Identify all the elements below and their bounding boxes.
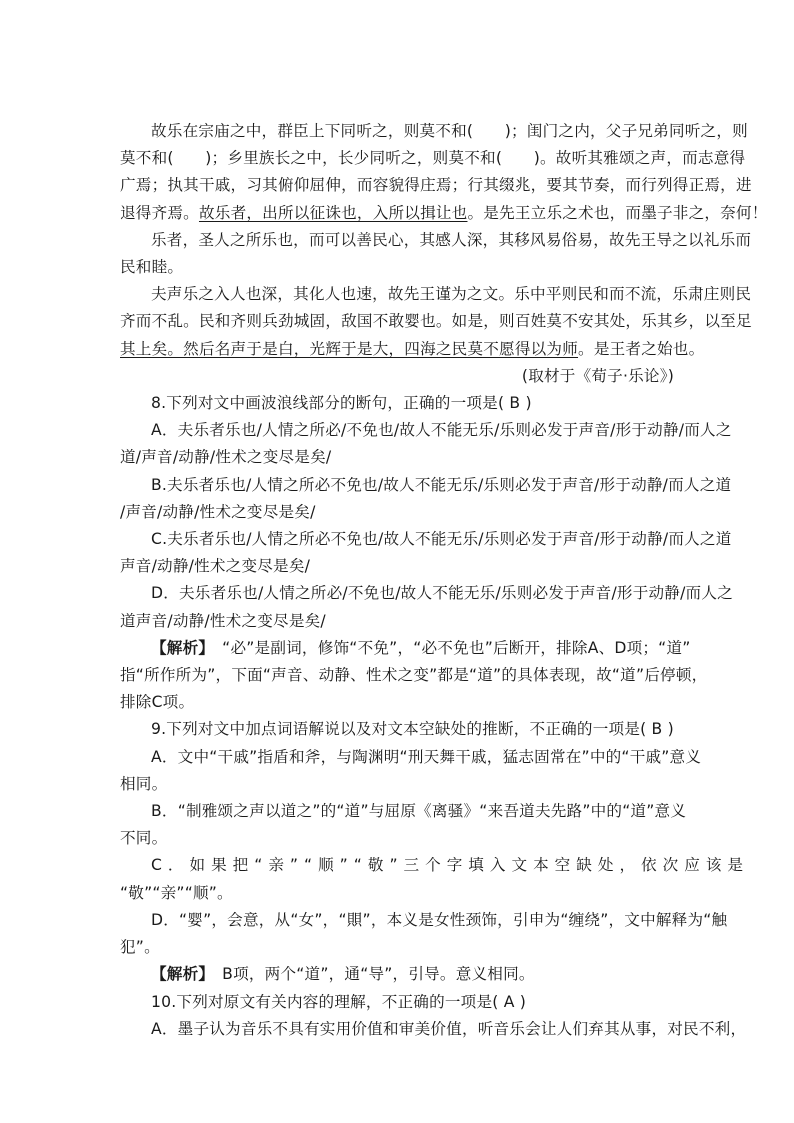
option-b-cont: 不同。 <box>120 829 168 848</box>
option-c: C．如果把“亲”“顺”“敬”三个字填入文本空缺处，依次应该是 <box>151 856 750 875</box>
passage-line: 广焉；执其干戚，习其俯仰屈伸，而容貌得庄焉；行其缀兆，要其节奏，而行列得正焉，进 <box>120 176 752 195</box>
option-b: B．“制雅颂之声以道之”的“道”与屈原《离骚》“来吾道夫先路”中的“道”意义 <box>151 802 687 821</box>
explanation-text: “必”是副词，修饰“不免”，“必不免也”后断开，排除A、D项；“道” <box>206 638 691 657</box>
passage-line: 民和睦。 <box>120 258 184 277</box>
passage-text: 退得齐焉。 <box>120 203 199 222</box>
explanation-cont: 排除C项。 <box>120 693 195 712</box>
explanation-text: B项，两个“道”，通“导”，引导。意义相同。 <box>206 965 535 984</box>
explanation-cont: 指“所作所为”，下面“声音、动静、性术之变”都是“道”的具体表现，故“道”后停顿， <box>120 666 708 685</box>
option-b-cont: /声音/动静/性术之变尽是矣/ <box>120 502 316 521</box>
option-b: B.夫乐者乐也/人情之所必不免也/故人不能无乐/乐则必发于声音/形于动静/而人之道 <box>151 475 732 494</box>
option-c: C.夫乐者乐也/人情之所必不免也/故人不能无乐/乐则必发于声音/形于动静/而人之道 <box>151 530 732 549</box>
question-stem: 8.下列对文中画波浪线部分的断句，正确的一项是( B ) <box>151 394 532 413</box>
wavy-underlined-text: 故乐者，出所以征诛也，入所以揖让也 <box>198 203 468 222</box>
passage-text: 。是王者之始也。 <box>578 339 705 358</box>
option-d: D．夫乐者乐也/人情之所必/不免也/故人不能无乐/乐则必发于声音/形于动静/而人之 <box>151 584 733 603</box>
passage-line: 乐者，圣人之所乐也，而可以善民心，其感人深，其移风易俗易，故先王导之以礼乐而 <box>151 230 752 249</box>
option-c-cont: 声音/动静/性术之变尽是矣/ <box>120 557 311 576</box>
option-c-cont: “敬”“亲”“顺”。 <box>120 883 233 902</box>
question-stem: 9.下列对文中加点词语解说以及对文本空缺处的推断，不正确的一项是( B ) <box>151 720 674 739</box>
passage-line <box>120 200 768 227</box>
option-a: A．夫乐者乐也/人情之所必/不免也/故人不能无乐/乐则必发于声音/形于动静/而人之 <box>151 421 732 440</box>
explanation-tag: 【解析】 <box>151 965 207 984</box>
explanation <box>120 961 674 988</box>
passage-text: 。是先王立乐之术也，而墨子非之，奈何！ <box>467 203 768 222</box>
option-d-cont: 犯”。 <box>120 938 160 957</box>
option-a-cont: 道/声音/动静/性术之变尽是矣/ <box>120 448 332 467</box>
question-stem: 10.下列对原文有关内容的理解，不正确的一项是( A ) <box>151 992 527 1011</box>
passage-line: 故乐在宗庙之中，群臣上下同听之，则莫不和( )；闺门之内，父子兄弟同听之，则 <box>151 122 748 140</box>
option-d: D．“婴”，会意，从“女”，“賏”，本义是女性颈饰，引申为“缠绕”，文中解释为“触 <box>151 910 728 929</box>
underlined-text: 其上矣。然后名声于是白，光辉于是大，四海之民莫不愿得以为师 <box>120 339 579 358</box>
option-d-cont: 道声音/动静/性术之变尽是矣/ <box>120 611 326 630</box>
source-citation: (取材于《荀子·乐论》) <box>521 366 674 385</box>
passage-line: 夫声乐之入人也深，其化人也速，故先王谨为之文。乐中平则民和而不流，乐肃庄则民 <box>151 285 752 304</box>
option-a-cont: 相同。 <box>120 774 168 793</box>
explanation-tag: 【解析】 <box>151 638 207 657</box>
passage-line: 齐而不乱。民和齐则兵劲城固，敌国不敢婴也。如是，则百姓莫不安其处，乐其乡，以至足 <box>120 312 752 331</box>
option-a: A．文中“干戚”指盾和斧，与陶渊明“刑天舞干戚，猛志固常在”中的“干戚”意义 <box>151 747 702 766</box>
passage-line: 莫不和( )；乡里族长之中，长少同听之，则莫不和( )。故听其雅颂之声，而志意得 <box>120 149 746 168</box>
explanation <box>120 635 691 662</box>
option-a: A．墨子认为音乐不具有实用价值和审美价值，听音乐会让人们弃其从事，对民不利， <box>151 1019 747 1038</box>
passage-line <box>120 336 705 363</box>
